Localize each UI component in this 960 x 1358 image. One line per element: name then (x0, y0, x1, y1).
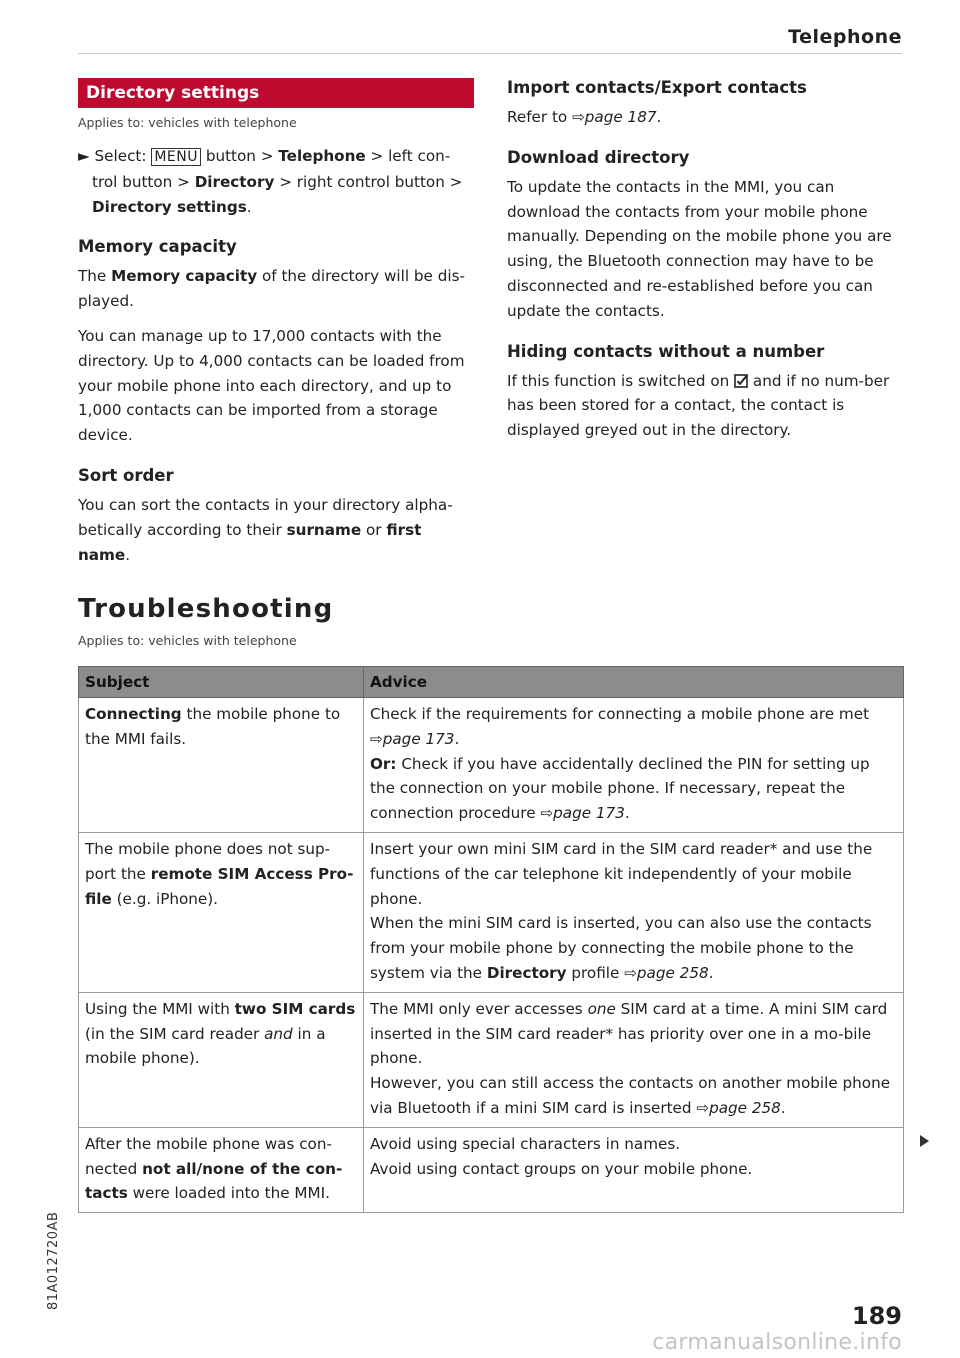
paragraph: The Memory capacity of the directory will be dis-played. (78, 267, 465, 311)
advice-cell: The MMI only ever accesses one SIM card at a time. A mini SIM card inserted in the SIM card reader* has priority over one in a mo-bile phone. However, you can still access the contacts on another mobile phone via Bluetooth if a mini SIM card is inserted ⇨page 258. (364, 992, 904, 1127)
page-reference-link[interactable]: ⇨page 173 (370, 729, 455, 748)
paragraph: You can manage up to 17,000 contacts with the directory. Up to 4,000 contacts can be loaded from your mobile phone into each directory, and up to 1,000 contacts can be imported from a storage device. (78, 326, 465, 445)
heading-memory-capacity: Memory capacity (78, 237, 237, 257)
table-row (79, 1127, 904, 1212)
left-column (78, 78, 474, 567)
heading-import-export: Import contacts/Export contacts (507, 78, 807, 97)
troubleshooting-table (78, 666, 904, 1213)
subject-cell: Using the MMI with two SIM cards (in the SIM card reader and in a mobile phone). (79, 992, 364, 1127)
subject-cell: The mobile phone does not sup-port the remote SIM Access Pro-file (e.g. iPhone). (79, 832, 364, 992)
advice-cell: Avoid using special characters in names. Avoid using contact groups on your mobile phone. (364, 1127, 904, 1212)
applies-to-note: Applies to: vehicles with telephone (78, 115, 297, 130)
table-header-row (79, 667, 904, 698)
troubleshooting-title: Troubleshooting (78, 594, 334, 624)
advice-cell: Check if the requirements for connecting a mobile phone are met ⇨page 173. Or: Check if you have accidentally declined the PIN for setting up the connection on your mobile phone. If necessary, repeat the connection procedure ⇨page 173. (364, 698, 904, 833)
page-reference-link[interactable]: ⇨page 173 (540, 804, 625, 823)
continue-arrow-icon (920, 1135, 929, 1147)
document-code: 81A012720AB (46, 1211, 61, 1310)
table-row (79, 992, 904, 1127)
paragraph: You can sort the contacts in your directory alpha-betically according to their surname or first name. (78, 495, 453, 564)
subject-cell: After the mobile phone was con-nected not all/none of the con-tacts were loaded into the MMI. (79, 1127, 364, 1212)
paragraph: Refer to ⇨page 187. (507, 108, 662, 126)
subject-cell: Connecting the mobile phone to the MMI fails. (79, 698, 364, 833)
bullet-icon: ► (78, 147, 90, 165)
applies-to-note: Applies to: vehicles with telephone (78, 633, 297, 648)
table-row (79, 698, 904, 833)
menu-key-label: MENU (151, 148, 201, 166)
running-header-title: Telephone (788, 26, 902, 48)
section-banner-directory-settings: Directory settings (78, 78, 474, 108)
paragraph: To update the contacts in the MMI, you can download the contacts from your mobile phone manually. Depending on the mobile phone you are using, the Bluetooth connection may have to be disconnected and re-established before you can update the contacts. (507, 177, 892, 320)
paragraph: If this function is switched on and if no num-ber has been stored for a contact, the contact is displayed greyed out in the directory. (507, 371, 890, 440)
page-reference-link[interactable]: ⇨page 258 (624, 963, 709, 982)
instruction-step: ► Select: MENU button > Telephone > left con-trol button > Directory > right control button > Directory settings. (78, 147, 463, 216)
column-header-subject: Subject (79, 667, 364, 698)
checkbox-checked-icon (734, 374, 748, 388)
table-row (79, 832, 904, 992)
heading-download-directory: Download directory (507, 147, 690, 167)
column-header-advice: Advice (364, 667, 904, 698)
watermark: carmanualsonline.info (652, 1330, 902, 1355)
right-column (507, 78, 903, 443)
heading-hiding-contacts: Hiding contacts without a number (507, 341, 825, 361)
page-reference-link[interactable]: ⇨page 187 (572, 108, 657, 126)
page-reference-link[interactable]: ⇨page 258 (696, 1098, 781, 1117)
heading-sort-order: Sort order (78, 465, 174, 485)
header-divider (78, 53, 902, 54)
advice-cell: Insert your own mini SIM card in the SIM card reader* and use the functions of the car telephone kit independently of your mobile phone. When the mini SIM card is inserted, you can also use the contacts from your mobile phone by connecting the mobile phone to the system via the Directory profile ⇨page 258. (364, 832, 904, 992)
page-number: 189 (851, 1302, 902, 1330)
